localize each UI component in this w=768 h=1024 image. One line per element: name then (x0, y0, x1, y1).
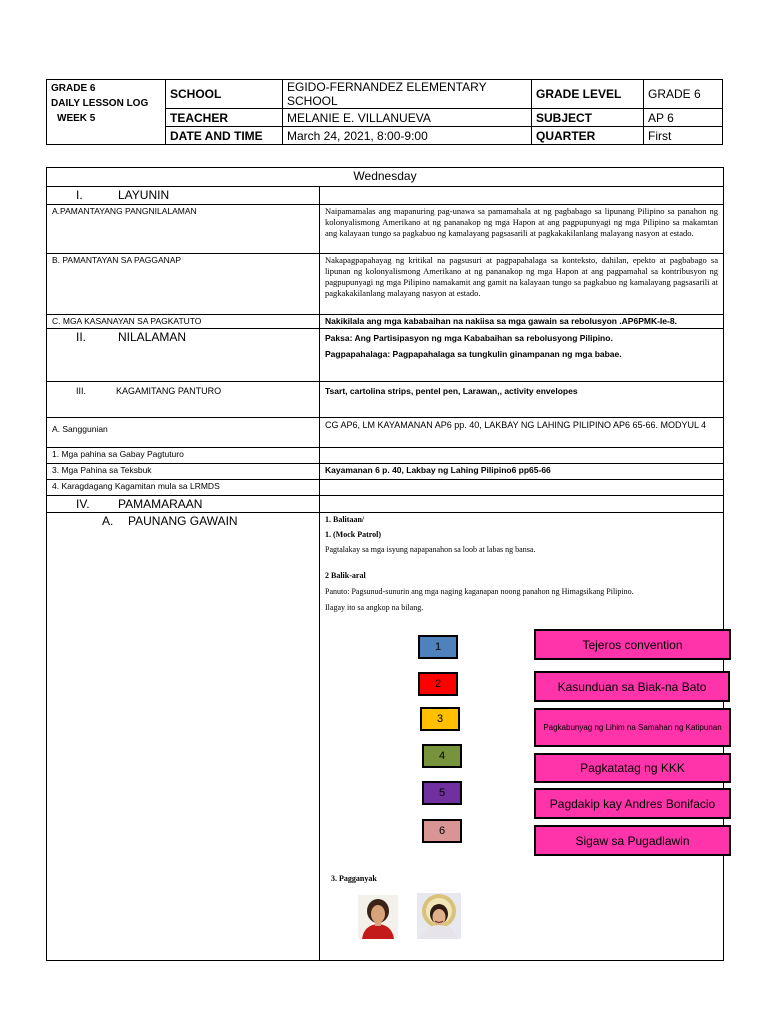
pamamaraan-num: IV. (76, 497, 90, 511)
lesson-plan-table (46, 167, 724, 961)
activity-area (325, 514, 722, 959)
day-heading: Wednesday (47, 168, 724, 187)
panuto-text: Panuto: Pagsunud-sunurin ang mga naging kaganapan noong panahon ng Himagsikang Pilipino. (325, 587, 634, 596)
layunin-heading (47, 187, 320, 205)
paunang-gawain-heading (47, 513, 320, 961)
teksbuk-text: Kayamanan 6 p. 40, Lakbay ng Lahing Pilipino6 pp65-66 (320, 464, 724, 480)
quarter-label: QUARTER (532, 127, 644, 145)
layunin-title: LAYUNIN (118, 188, 170, 202)
subject-value: AP 6 (644, 109, 723, 127)
nilalaman-heading (47, 329, 320, 382)
portrait-photo-2 (417, 893, 461, 939)
number-box-4: 4 (422, 744, 462, 768)
ilagay-text: Ilagay ito sa angkop na bilang. (325, 603, 424, 612)
layunin-num: I. (76, 188, 83, 202)
sanggunian-label: A. Sanggunian (47, 418, 320, 448)
number-box-2: 2 (418, 672, 458, 696)
lrmds-label: 4. Karagdagang Kagamitan mula sa LRMDS (47, 480, 320, 496)
teacher-label: TEACHER (166, 109, 283, 127)
subject-label: SUBJECT (532, 109, 644, 127)
event-card-pagkabunyag[interactable]: Pagkabunyag ng Lihim na Samahan ng Katipunan (534, 708, 731, 747)
mock-patrol-text: Pagtalakay sa mga isyung napapanahon sa loob at labas ng bansa. (325, 545, 536, 554)
layunin-content (320, 187, 724, 205)
balitaan-label: 1. Balitaan/ (325, 515, 365, 524)
school-value: EGIDO-FERNANDEZ ELEMENTARY SCHOOL (283, 80, 532, 109)
school-label: SCHOOL (166, 80, 283, 109)
lesson-log-label (47, 80, 166, 145)
event-card-tejeros[interactable]: Tejeros convention (534, 629, 731, 660)
kagamitan-num: III. (76, 386, 87, 396)
kagamitan-heading (47, 382, 320, 418)
pamantayan-sa-pagganap-text: Nakapagpapahayag ng kritikal na pagsusuri at pagpapahalaga sa konteksto, dahilan, epekto at pagbabago sa lipunan ng kolonyalismong Amerikano at ng pananakop ng mga Hapon at ang pagpamahal sa kontribusyon ng pagpupunyagi ng mga Pilipino namakamit ang gamit na kalayaan tungo sa pagkabuo ng kamalayang pagsasarili at pagkakakilanlang malayang nasyon at estado. (320, 254, 724, 315)
kasanayan-label: C. MGA KASANAYAN SA PAGKATUTO (47, 315, 320, 329)
number-box-1: 1 (418, 635, 458, 659)
pamamaraan-content (320, 496, 724, 513)
pamantayan-sa-pagganap-label: B. PAMANTAYAN SA PAGGANAP (47, 254, 320, 315)
grade-line: GRADE 6 (51, 83, 96, 94)
paunang-gawain-num: A. (102, 514, 114, 528)
date-time-label: DATE AND TIME (166, 127, 283, 145)
pamamaraan-title: PAMAMARAAN (118, 497, 203, 511)
balik-aral-label: 2 Balik-aral (325, 571, 366, 580)
nilalaman-title: NILALAMAN (118, 330, 187, 344)
teacher-value: MELANIE E. VILLANUEVA (283, 109, 532, 127)
portrait-photo-1 (358, 895, 398, 939)
kasanayan-text: Nakikilala ang mga kababaihan na nakiisa sa mga gawain sa rebolusyon .AP6PMK-Ie-8. (320, 315, 724, 329)
pagganyak-label: 3. Pagganyak (331, 874, 377, 883)
number-box-6: 6 (422, 819, 462, 843)
pamantayang-pangnilalaman-text: Naipamamalas ang mapanuring pag-unawa sa pamamahala at ng pagbabago sa lipunang Pilipino sa panahon ng kolonyalismong Amerikano at ng pananakop ng mga Hapon at ang pagpupunyagi ng mga Pilipino sa makamtan ang kalayaan tungo sa pagkabuo ng kamalayang pagsasarili at pagkakakilanlang malayang nasyon at estado. (320, 205, 724, 254)
event-card-pagdakip-bonifacio[interactable]: Pagdakip kay Andres Bonifacio (534, 788, 731, 819)
pamantayang-pangnilalaman-label: A.PAMANTAYANG PANGNILALAMAN (47, 205, 320, 254)
mock-patrol-label: 1. (Mock Patrol) (325, 530, 382, 539)
pamamaraan-heading (47, 496, 320, 513)
paunang-gawain-title: PAUNANG GAWAIN (128, 514, 238, 528)
event-card-pagkatatag-kkk[interactable]: Pagkatatag ng KKK (534, 753, 731, 783)
grade-level-label: GRADE LEVEL (532, 80, 644, 109)
header-table (46, 79, 723, 145)
nilalaman-content (320, 329, 724, 382)
event-card-sigaw-pugadlawin[interactable]: Sigaw sa Pugadlawin (534, 825, 731, 856)
nilalaman-num: II. (76, 330, 87, 344)
log-line: DAILY LESSON LOG (51, 98, 149, 109)
kagamitan-title: KAGAMITANG PANTURO (116, 386, 222, 396)
pagpapahalaga-text: Pagpapahalaga: Pagpapahalaga sa tungkulin ginampanan ng mga babae. (325, 349, 622, 359)
teksbuk-label: 3. Mga Pahina sa Teksbuk (47, 464, 320, 480)
gabay-label: 1. Mga pahina sa Gabay Pagtuturo (47, 448, 320, 464)
kagamitan-text: Tsart, cartolina strips, pentel pen, Larawan,, activity envelopes (320, 382, 724, 418)
lrmds-text (320, 480, 724, 496)
gabay-text (320, 448, 724, 464)
date-time-value: March 24, 2021, 8:00-9:00 (283, 127, 532, 145)
event-card-biak-na-bato[interactable]: Kasunduan sa Biak-na Bato (534, 671, 730, 702)
paksa-text: Paksa: Ang Partisipasyon ng mga Kababaihan sa rebolusyong Pilipino. (325, 333, 613, 343)
grade-level-value: GRADE 6 (644, 80, 723, 109)
number-box-3: 3 (420, 707, 460, 731)
sanggunian-text: CG AP6, LM KAYAMANAN AP6 pp. 40, LAKBAY NG LAHING PILIPINO AP6 65-66. MODYUL 4 (320, 418, 724, 448)
paunang-gawain-content (320, 513, 724, 961)
week-line: WEEK 5 (57, 113, 96, 124)
quarter-value: First (644, 127, 723, 145)
number-box-5: 5 (422, 781, 462, 805)
